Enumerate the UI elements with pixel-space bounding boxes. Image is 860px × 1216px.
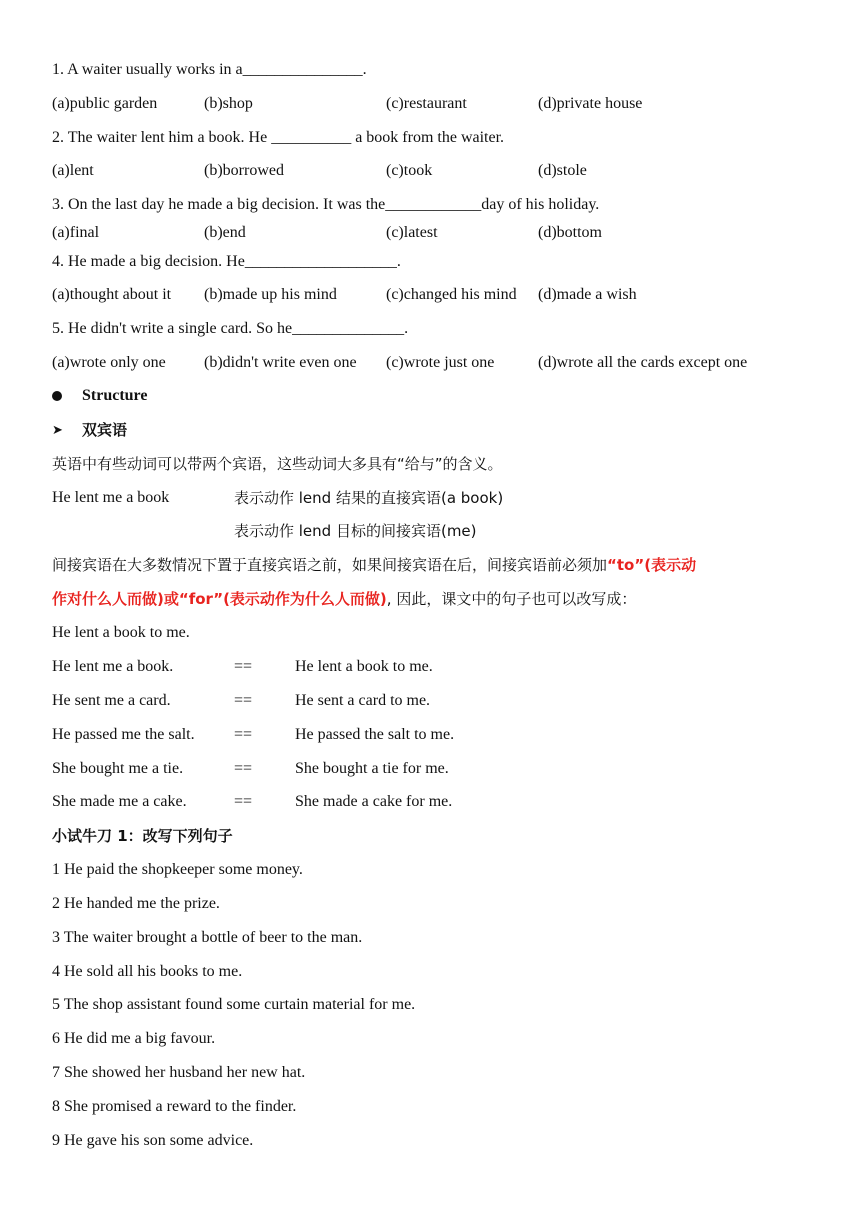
- exercise-title: 小试牛刀 1：改写下列句子: [52, 827, 233, 845]
- pair-rewritten: He passed the salt to me.: [295, 726, 455, 743]
- pair-original: He sent me a card.: [52, 692, 171, 709]
- pair-rewritten: He sent a card to me.: [295, 692, 431, 709]
- question-2-option-b: (b)borrowed: [204, 162, 284, 179]
- exercise-item: 5 The shop assistant found some curtain material for me.: [52, 996, 416, 1013]
- structure-explanation-line1: [52, 555, 696, 575]
- question-5-option-d: (d)wrote all the cards except one: [538, 354, 748, 371]
- bullet-icon: [52, 391, 62, 401]
- exercise-item: 1 He paid the shopkeeper some money.: [52, 861, 303, 878]
- question-1-stem: 1. A waiter usually works in a_______________.: [52, 61, 367, 78]
- exercise-item: 6 He did me a big favour.: [52, 1030, 216, 1047]
- question-4-options: [52, 285, 812, 305]
- pair-rewritten: She bought a tie for me.: [295, 760, 449, 777]
- question-5-option-a: (a)wrote only one: [52, 354, 166, 371]
- pair-equals: ==: [234, 692, 253, 709]
- question-5-options: [52, 353, 832, 373]
- question-1-options: [52, 94, 812, 114]
- structure-note-direct: 表示动作 lend 结果的直接宾语(a book): [234, 489, 504, 507]
- structure-note-indirect: 表示动作 lend 目标的间接宾语(me): [234, 522, 477, 540]
- pair-original: He lent me a book.: [52, 658, 174, 675]
- pair-original: He passed me the salt.: [52, 726, 195, 743]
- question-1-option-b: (b)shop: [204, 95, 253, 112]
- question-2-stem: 2. The waiter lent him a book. He __________ a book from the waiter.: [52, 129, 505, 146]
- exercise-item: 8 She promised a reward to the finder.: [52, 1098, 297, 1115]
- question-1-option-d: (d)private house: [538, 95, 643, 112]
- structure-subheading: 双宾语: [82, 421, 128, 439]
- question-4-option-c: (c)changed his mind: [386, 286, 517, 303]
- explanation-text-end: , 因此，课文中的句子也可以改写成：: [386, 590, 637, 608]
- question-1-option-a: (a)public garden: [52, 95, 158, 112]
- question-2-options: [52, 161, 812, 181]
- question-2-option-d: (d)stole: [538, 162, 587, 179]
- pair-rewritten: She made a cake for me.: [295, 793, 453, 810]
- question-1-option-c: (c)restaurant: [386, 95, 467, 112]
- question-3-option-c: (c)latest: [386, 224, 438, 241]
- rewritten-sentence: He lent a book to me.: [52, 624, 190, 641]
- question-3-option-a: (a)final: [52, 224, 100, 241]
- question-3-option-b: (b)end: [204, 224, 246, 241]
- structure-explanation-line2: [52, 589, 636, 609]
- question-4-stem: 4. He made a big decision. He___________________.: [52, 253, 401, 270]
- question-5-option-c: (c)wrote just one: [386, 354, 495, 371]
- question-3-option-d: (d)bottom: [538, 224, 602, 241]
- structure-heading: Structure: [82, 387, 148, 404]
- question-3-options: [52, 223, 812, 243]
- pair-rewritten: He lent a book to me.: [295, 658, 433, 675]
- exercise-item: 4 He sold all his books to me.: [52, 963, 243, 980]
- exercise-item: 3 The waiter brought a bottle of beer to the man.: [52, 929, 363, 946]
- exercise-item: 2 He handed me the prize.: [52, 895, 220, 912]
- pair-equals: ==: [234, 726, 253, 743]
- structure-intro: 英语中有些动词可以带两个宾语，这些动词大多具有“给与”的含义。: [52, 455, 503, 473]
- pair-equals: ==: [234, 793, 253, 810]
- explanation-highlight-to: “to”(表示动: [607, 556, 697, 574]
- arrow-bullet-icon: ➤: [52, 422, 63, 437]
- structure-example: He lent me a book: [52, 489, 170, 506]
- pair-original: She made me a cake.: [52, 793, 187, 810]
- pair-equals: ==: [234, 760, 253, 777]
- question-2-option-a: (a)lent: [52, 162, 94, 179]
- pair-original: She bought me a tie.: [52, 760, 184, 777]
- question-2-option-c: (c)took: [386, 162, 433, 179]
- explanation-text: 间接宾语在大多数情况下置于直接宾语之前，如果间接宾语在后，间接宾语前必须加: [52, 556, 608, 574]
- question-4-option-a: (a)thought about it: [52, 286, 172, 303]
- question-4-option-b: (b)made up his mind: [204, 286, 337, 303]
- explanation-highlight-for: 作对什么人而做)或“for”(表示动作为什么人而做): [52, 590, 387, 608]
- exercise-item: 7 She showed her husband her new hat.: [52, 1064, 306, 1081]
- question-5-stem: 5. He didn't write a single card. So he______________.: [52, 320, 409, 337]
- question-5-option-b: (b)didn't write even one: [204, 354, 357, 371]
- exercise-item: 9 He gave his son some advice.: [52, 1132, 254, 1149]
- question-4-option-d: (d)made a wish: [538, 286, 637, 303]
- pair-equals: ==: [234, 658, 253, 675]
- question-3-stem: 3. On the last day he made a big decision. It was the____________day of his holiday.: [52, 196, 600, 213]
